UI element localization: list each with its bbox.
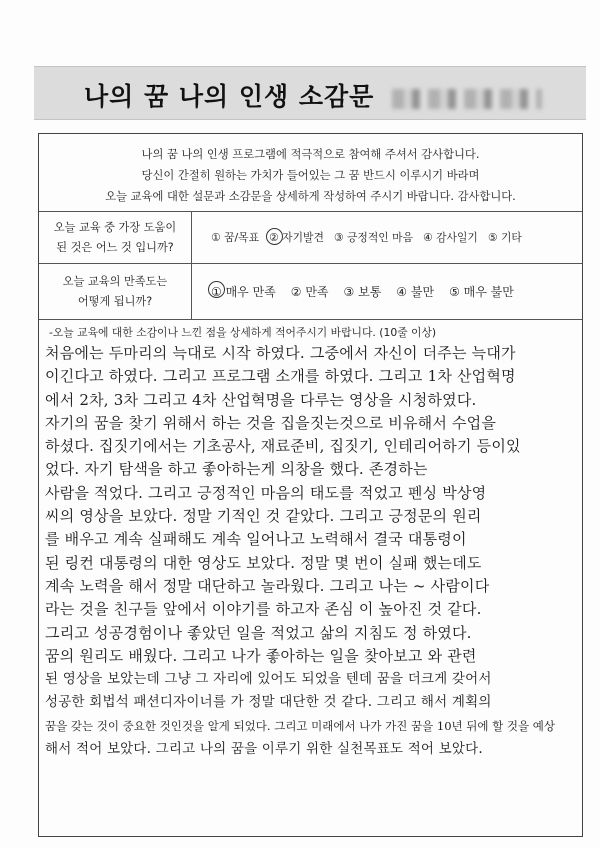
intro-line: 당신이 간절히 원하는 가치가 들어있는 그 꿈 반드시 이루시기 바라며	[141, 169, 480, 182]
question-label-line: 오늘 교육의 만족도는	[62, 274, 168, 288]
redacted-name	[392, 89, 542, 109]
essay-line: 사람을 적었다. 그리고 긍정적인 마음의 태도를 적었고 펜싱 박상영	[45, 483, 487, 502]
essay-line: 에서 2차, 3차 그리고 4차 산업혁명을 다루는 영상을 시청하였다.	[45, 390, 477, 409]
essay-line: 꿈의 원리도 배웠다. 그리고 나가 좋아하는 일을 찾아보고 와 관련	[45, 646, 477, 665]
option-group	[211, 264, 514, 319]
option-other[interactable]: ⑤ 기타	[487, 231, 522, 244]
question-most-helpful	[39, 212, 582, 264]
essay-line: 된 링컨 대통령의 대한 영상도 보았다. 정말 몇 번이 실패 했는데도	[45, 553, 482, 572]
essay-line: 계속 노력을 해서 정말 대단하고 놀라웠다. 그리고 나는 ~ 사람이다	[45, 576, 490, 595]
option-satisfied[interactable]: ② 만족	[290, 285, 329, 299]
essay-line: 성공한 회법석 패션디자이너를 가 정말 대단한 것 같다. 그리고 해서 계획의	[45, 694, 492, 711]
option-very-dissatisfied[interactable]: ⑤ 매우 불만	[449, 285, 514, 299]
essay-line: 라는 것을 친구들 앞에서 이야기를 하고자 존심 이 높아진 것 같다.	[45, 600, 482, 619]
essay-line: 를 배우고 계속 실패해도 계속 일어나고 노력해서 결국 대통령이	[45, 530, 467, 549]
title-band	[34, 66, 586, 120]
intro-line: 오늘 교육에 대한 설문과 소감문을 상세하게 작성하여 주시기 바랍니다. 감사합니다.	[105, 190, 516, 203]
essay-line: 꿈을 갖는 것이 중요한 것인것을 알게 되었다. 그리고 미래에서 나가 가진 꿈을 10년 뒤에 할 것을 예상	[45, 718, 556, 733]
option-dream-goal[interactable]: ① 꿈/목표	[211, 231, 260, 244]
option-group	[211, 212, 522, 263]
question-label-line: 오늘 교육 중 가장 도움이	[53, 220, 177, 234]
question-label	[39, 264, 192, 319]
option-very-satisfied[interactable]: ① 매우 만족	[211, 285, 276, 299]
intro-text	[39, 134, 582, 212]
intro-line: 나의 꿈 나의 인생 프로그램에 적극적으로 참여해 주셔서 감사합니다.	[141, 148, 480, 161]
question-label-line: 어떻게 됩니까?	[77, 294, 153, 308]
survey-form	[38, 133, 583, 837]
essay-area[interactable]	[45, 342, 579, 832]
essay-line: 그리고 성공경험이나 좋았던 일을 적었고 삶의 지침도 정 하였다.	[45, 623, 472, 642]
option-dissatisfied[interactable]: ④ 불만	[396, 285, 435, 299]
question-label	[39, 212, 192, 263]
option-positive-mind[interactable]: ③ 긍정적인 마음	[333, 231, 414, 244]
essay-line: 었다. 자기 탐색을 하고 좋아하는게 의창을 했다. 존경하는	[45, 460, 428, 479]
essay-line: 해서 적어 보았다. 그리고 나의 꿈을 이루기 위한 실천목표도 적어 보았다.	[45, 741, 483, 758]
essay-line: 이긴다고 하였다. 그리고 프로그램 소개를 하였다. 그리고 1차 산업혁명	[45, 367, 516, 386]
essay-line: 처음에는 두마리의 늑대로 시작 하였다. 그중에서 자신이 더주는 늑대가	[45, 344, 516, 362]
option-gratitude-journal[interactable]: ④ 감사일기	[423, 231, 478, 244]
essay-line: 자기의 꿈을 찾기 위해서 하는 것을 집을짓는것으로 비유해서 수업을	[45, 413, 497, 432]
essay-line: 하셨다. 집짓기에서는 기초공사, 재료준비, 집짓기, 인테리어하기 등이있	[45, 437, 521, 456]
question-satisfaction	[39, 264, 582, 320]
question-label-line: 된 것은 어느 것 입니까?	[56, 240, 174, 254]
essay-prompt: -오늘 교육에 대한 소감이나 느낀 점을 상세하게 적어주시기 바랍니다. (10줄 이상)	[49, 326, 437, 339]
option-self-discovery[interactable]: ② 자기발견	[269, 231, 324, 244]
essay-line: 씨의 영상을 보았다. 정말 기적인 것 같았다. 그리고 긍정문의 원리	[45, 507, 482, 526]
page-title: 나의 꿈 나의 인생 소감문	[84, 82, 375, 111]
essay-line: 된 영상을 보았는데 그냥 그 자리에 있어도 되었을 텐데 꿈을 더크게 갖어서	[45, 671, 492, 688]
option-neutral[interactable]: ③ 보통	[343, 285, 382, 299]
